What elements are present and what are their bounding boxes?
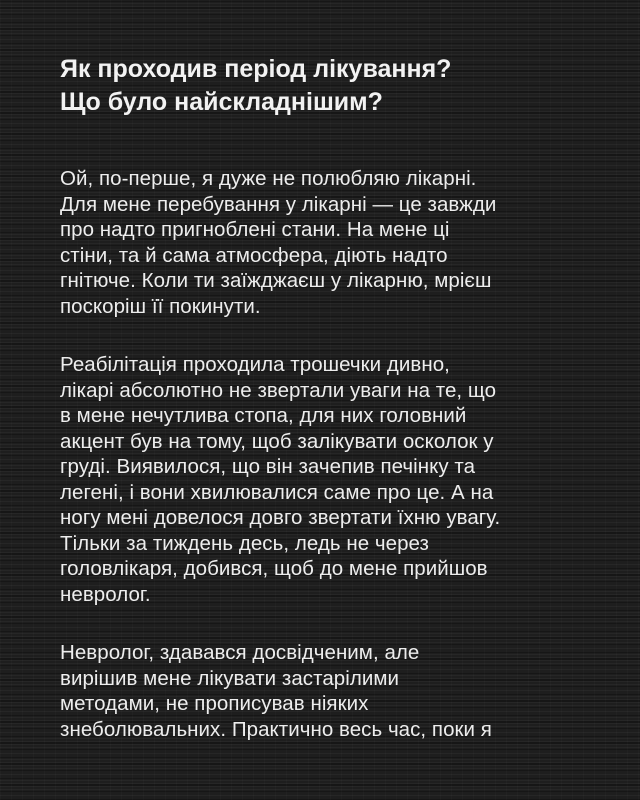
paragraph-line: вирішив мене лікувати застарілими (60, 666, 399, 690)
paragraph-line: лікарі абсолютно не звертали уваги на те, що (60, 378, 497, 402)
paragraph-line: ногу мені довелося довго звертати їхню увагу. (60, 506, 501, 529)
question-heading (60, 53, 600, 119)
paragraph-3 (60, 640, 600, 742)
paragraph-line: Реабілітація проходила трошечки дивно, (60, 353, 450, 376)
paragraph-line: груді. Виявилося, що він зачепив печінку та (60, 455, 476, 478)
paragraph-line: Невролог, здавався досвідченим, але (60, 641, 420, 664)
paragraph-line: методами, не прописував ніяких (60, 692, 369, 715)
heading-line: Що було найскладнішим? (60, 88, 383, 116)
heading-line: Як проходив період лікування? (60, 55, 452, 83)
paragraph-line: гнітюче. Коли ти заїжджаєш у лікарню, мрієш (60, 269, 492, 292)
answer-body (60, 166, 600, 775)
paragraph-line: стіни, та й сама атмосфера, діють надто (60, 243, 448, 267)
paragraph-line: акцент був на тому, щоб залікувати осколок у (60, 429, 494, 453)
paragraph-line: головлікаря, добився, щоб до мене прийшов (60, 557, 488, 580)
paragraph-line: Ой, по-перше, я дуже не полюбляю лікарні. (60, 167, 477, 190)
paragraph-line: Для мене перебування у лікарні — це завжди (60, 192, 497, 216)
paragraph-line: невролог. (60, 582, 151, 606)
paragraph-line: поскоріш її покинути. (60, 294, 261, 318)
paragraph-1 (60, 166, 600, 319)
paragraph-line: знеболювальних. Практично весь час, поки я (60, 717, 492, 741)
paragraph-2 (60, 352, 600, 607)
paragraph-line: легені, і вони хвилювалися саме про це. А на (60, 480, 494, 504)
paragraph-line: Тільки за тиждень десь, ледь не через (60, 531, 429, 555)
paragraph-line: про надто пригноблені стани. На мене ці (60, 218, 450, 241)
paragraph-line: в мене нечутлива стопа, для них головний (60, 404, 467, 427)
